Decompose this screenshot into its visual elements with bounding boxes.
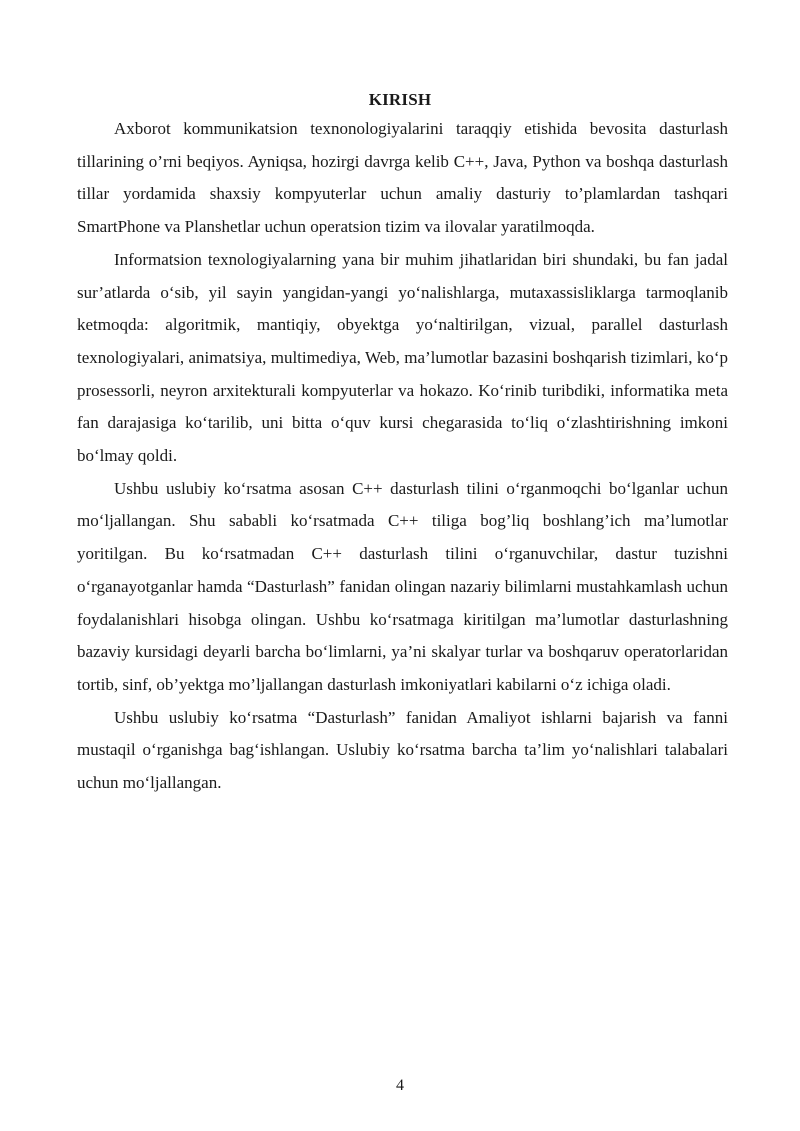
paragraph-intro: Axborot kommunikatsion texnonologiyalarini taraqqiy etishida bevosita dasturlash tillarining o’rni beqiyos. Ayniqsa, hozirgi davrga kelib C++, Java, Python va boshqa dasturlash tillar yordamida shaxsiy kompyuterlar uchun amaliy dasturiy to’plamlardan tashqari SmartPhone va Planshetlar uchun operatsion tizim va ilovalar yaratilmoqda. — [77, 119, 728, 237]
paragraph-guide-purpose: Ushbu uslubiy ko‘rsatma asosan C++ dasturlash tilini o‘rganmoqchi bo‘lganlar uchun mo‘ljallangan. Shu sababli ko‘rsatmada C++ tiliga bog’liq boshlang’ich ma’lumotlar yoritilgan. Bu ko‘rsatmadan C++ dasturlash tilini o‘rganuvchilar, dastur tuzishni o‘rganayotganlar hamda “Dasturlash” fanidan olingan nazariy bilimlarni mustahkamlash uchun foydalanishlari hisobga olingan. Ushbu ko‘rsatmaga kiritilgan ma’lumotlar dasturlashning bazaviy kursidagi deyarli barcha bo‘limlarni, ya’ni skalyar turlar va boshqaruv operatorlaridan tortib, sinf, ob’yektga mo’ljallangan dasturlash imkoniyatlari kabilarni o‘z ichiga oladi. — [77, 478, 728, 694]
page-number: 4 — [396, 1077, 404, 1094]
paragraph-information-technologies: Informatsion texnologiyalarning yana bir muhim jihatlaridan biri shundaki, bu fan jadal sur’atlarda o‘sib, yil sayin yangidan-yangi yo‘nalishlarga, mutaxassisliklarga tarmoqlanib ketmoqda: algoritmik, mantiqiy, obyektga yo‘naltirilgan, vizual, parallel dasturlash texnologiyalari, animatsiya, multimediya, Web, ma’lumotlar bazasini boshqarish tizimlari, ko‘p prosessorli, neyron arxitekturali kompyuterlar va hokazo. Ko‘rinib turibdiki, informatika meta fan darajasiga ko‘tarilib, uni bitta o‘quv kursi chegarasida to‘liq o‘zlashtirishning imkoni bo‘lmay qoldi. — [77, 249, 728, 466]
section-heading: KIRISH — [368, 90, 432, 109]
paragraph-guide-audience: Ushbu uslubiy ko‘rsatma “Dasturlash” fanidan Amaliyot ishlarni bajarish va fanni mustaqil o‘rganishga bag‘ishlangan. Uslubiy ko‘rsatma barcha ta’lim yo‘nalishlari talabalari uchun mo‘ljallangan. — [77, 707, 728, 793]
body-text — [77, 113, 728, 800]
